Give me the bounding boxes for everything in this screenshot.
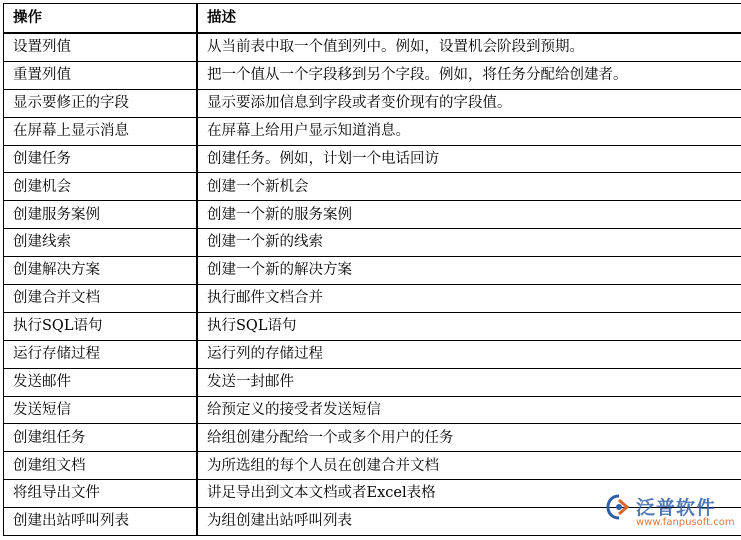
table-row xyxy=(4,285,741,313)
operation-cell: 重置列值 xyxy=(4,61,198,89)
description-cell: 讲足导出到文本文档或者Excel表格 xyxy=(197,480,741,508)
table-row xyxy=(4,145,741,173)
description-cell: 创建一个新的线索 xyxy=(197,229,741,257)
description-cell: 创建一个新的服务案例 xyxy=(197,201,741,229)
description-cell: 发送一封邮件 xyxy=(197,368,741,396)
fanpu-logo-icon xyxy=(606,494,632,520)
table-row xyxy=(4,61,741,89)
description-cell: 给预定义的接受者发送短信 xyxy=(197,396,741,424)
table-row xyxy=(4,452,741,480)
description-cell: 显示要添加信息到字段或者变价现有的字段值。 xyxy=(197,89,741,117)
operation-cell: 在屏幕上显示消息 xyxy=(4,117,198,145)
description-cell: 从当前表中取一个值到列中。例如，设置机会阶段到预期。 xyxy=(197,33,741,61)
description-cell: 运行列的存储过程 xyxy=(197,340,741,368)
watermark-url: www.fanpusoft.com xyxy=(636,517,735,528)
table-header-row xyxy=(4,4,741,34)
table-row xyxy=(4,396,741,424)
description-cell: 执行SQL语句 xyxy=(197,312,741,340)
operation-cell: 创建任务 xyxy=(4,145,198,173)
table-row xyxy=(4,340,741,368)
header-operation: 操作 xyxy=(4,4,198,34)
operation-cell: 创建组任务 xyxy=(4,424,198,452)
description-cell: 给组创建分配给一个或多个用户的任务 xyxy=(197,424,741,452)
table-row xyxy=(4,257,741,285)
description-cell: 把一个值从一个字段移到另个字段。例如，将任务分配给创建者。 xyxy=(197,61,741,89)
description-cell: 为所选组的每个人员在创建合并文档 xyxy=(197,452,741,480)
operation-cell: 创建组文档 xyxy=(4,452,198,480)
description-cell: 创建任务。例如，计划一个电话回访 xyxy=(197,145,741,173)
description-cell: 在屏幕上给用户显示知道消息。 xyxy=(197,117,741,145)
header-description: 描述 xyxy=(197,4,741,34)
table-row xyxy=(4,312,741,340)
operation-cell: 创建合并文档 xyxy=(4,285,198,313)
operation-cell: 创建服务案例 xyxy=(4,201,198,229)
operation-cell: 创建解决方案 xyxy=(4,257,198,285)
actions-table xyxy=(3,3,741,536)
description-cell: 创建一个新的解决方案 xyxy=(197,257,741,285)
operation-cell: 设置列值 xyxy=(4,33,198,61)
description-cell: 创建一个新机会 xyxy=(197,173,741,201)
description-cell: 执行邮件文档合并 xyxy=(197,285,741,313)
operation-cell: 创建机会 xyxy=(4,173,198,201)
table-row xyxy=(4,89,741,117)
table-row xyxy=(4,368,741,396)
table-row xyxy=(4,117,741,145)
watermark-brand: 泛普软件 xyxy=(636,497,717,519)
operation-cell: 创建出站呼叫列表 xyxy=(4,508,198,536)
table-row xyxy=(4,424,741,452)
operation-cell: 将组导出文件 xyxy=(4,480,198,508)
watermark xyxy=(606,492,736,530)
operation-cell: 发送短信 xyxy=(4,396,198,424)
table-body xyxy=(4,33,741,536)
operation-cell: 执行SQL语句 xyxy=(4,312,198,340)
operation-cell: 运行存储过程 xyxy=(4,340,198,368)
description-cell: 为组创建出站呼叫列表 xyxy=(197,508,741,536)
operation-cell: 创建线索 xyxy=(4,229,198,257)
operation-cell: 发送邮件 xyxy=(4,368,198,396)
table-row xyxy=(4,229,741,257)
table-row xyxy=(4,201,741,229)
table-row xyxy=(4,33,741,61)
table-row xyxy=(4,173,741,201)
operation-cell: 显示要修正的字段 xyxy=(4,89,198,117)
